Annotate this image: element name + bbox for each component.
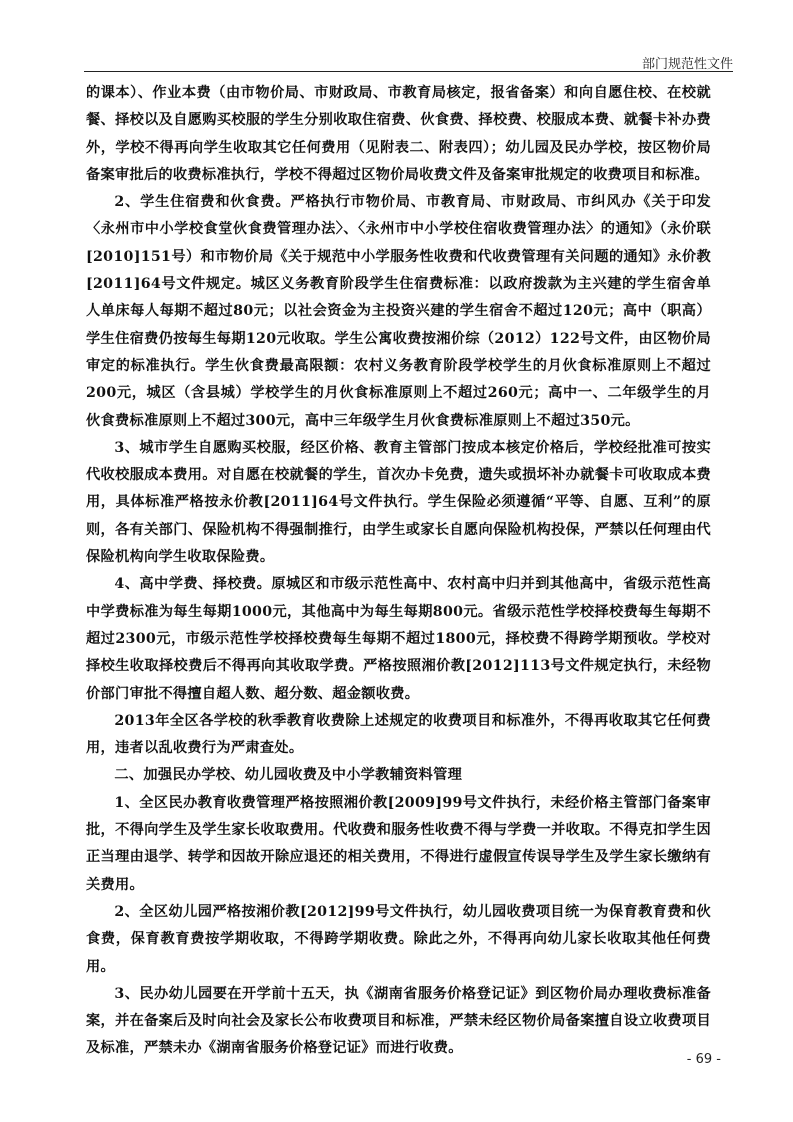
page-header xyxy=(0,0,793,72)
paragraph-continuation: 的课本）、作业本费（由市物价局、市财政局、市教育局核定，报省备案）和向自愿住校、在校就餐、择校以及自愿购买校服的学生分别收取住宿费、伙食费、择校费、校服成本费、就餐卡补办费外，学校不得再向学生收取其它任何费用（见附表二、附表四）；幼儿园及民办学校，按区物价局备案审批后的收费标准执行，学校不得超过区物价局收费文件及备案审批规定的收费项目和标准。 xyxy=(86,85,711,183)
paragraph-autumn-summary: 2013年全区各学校的秋季教育收费除上述规定的收费项目和标准外，不得再收取其它任何费用，违者以乱收费行为严肃查处。 xyxy=(86,712,711,757)
page-number: - 69 - xyxy=(686,1052,721,1067)
paragraph-accommodation-meal-fees: 2、学生住宿费和伙食费。严格执行市物价局、市教育局、市财政局、市纠风办《关于印发〈永州市中小学校食堂伙食费管理办法〉、〈永州市中小学校住宿收费管理办法〉的通知》（永价联[2010]151号）和市物价局《关于规范中小学服务性收费和代收费管理有关问题的通知》永价教[2011]64号文件规定。城区义务教育阶段学生住宿费标准：以政府拨款为主兴建的学生宿舍单人单床每人每期不超过80元；以社会资金为主投资兴建的学生宿舍不超过120元；高中（职高）学生住宿费仍按每生每期120元收取。学生公寓收费按湘价综（2012）122号文件，由区物价局审定的标准执行。学生伙食费最高限额：农村义务教育阶段学校学生的月伙食标准原则上不超过200元，城区（含县城）学校学生的月伙食标准原则上不超过260元；高中一、二年级学生的月伙食费标准原则上不超过300元，高中三年级学生月伙食费标准原则上不超过350元。 xyxy=(86,194,711,429)
paragraph-kindergarten: 2、全区幼儿园严格按湘价教[2012]99号文件执行，幼儿园收费项目统一为保育教育费和伙食费，保育教育费按学期收取，不得跨学期收费。除此之外，不得再向幼儿家长收取其他任何费用。 xyxy=(86,903,711,975)
header-title: 部门规范性文件 xyxy=(641,57,733,72)
document-body xyxy=(86,80,711,1063)
header-divider xyxy=(84,71,733,72)
paragraph-high-school-fees: 4、高中学费、择校费。原城区和市级示范性高中、农村高中归并到其他高中，省级示范性高中学费标准为每生每期1000元，其他高中为每生每期800元。省级示范性学校择校费每生每期不超过2300元，市级示范性学校择校费每生每期不超过1800元，择校费不得跨学期预收。学校对择校生收取择校费后不得再向其收取学费。严格按照湘价教[2012]113号文件规定执行，未经物价部门审批不得擅自超人数、超分数、超金额收费。 xyxy=(86,576,711,702)
section-heading: 二、加强民办学校、幼儿园收费及中小学教辅资料管理 xyxy=(114,767,463,784)
paragraph-private-education: 1、全区民办教育收费管理严格按照湘价教[2009]99号文件执行，未经价格主管部门备案审批，不得向学生及学生家长收取费用。代收费和服务性收费不得与学费一并收取。不得克扣学生因正当理由退学、转学和因故开除应退还的相关费用，不得进行虚假宣传误导学生及学生家长缴纳有关费用。 xyxy=(86,794,711,893)
paragraph-private-kindergarten: 3、民办幼儿园要在开学前十五天，执《湖南省服务价格登记证》到区物价局办理收费标准备案，并在备案后及时向社会及家长公布收费项目和标准，严禁未经区物价局备案擅自设立收费项目及标准，严禁未办《湖南省服务价格登记证》而进行收费。 xyxy=(86,985,711,1057)
paragraph-uniform-fees: 3、城市学生自愿购买校服，经区价格、教育主管部门按成本核定价格后，学校经批准可按实代收校服成本费用。对自愿在校就餐的学生，首次办卡免费，遗失或损坏补办就餐卡可收取成本费用，具体标准严格按永价教[2011]64号文件执行。学生保险必须遵循“平等、自愿、互利”的原则，各有关部门、保险机构不得强制推行，由学生或家长自愿向保险机构投保，严禁以任何理由代保险机构向学生收取保险费。 xyxy=(86,439,711,566)
